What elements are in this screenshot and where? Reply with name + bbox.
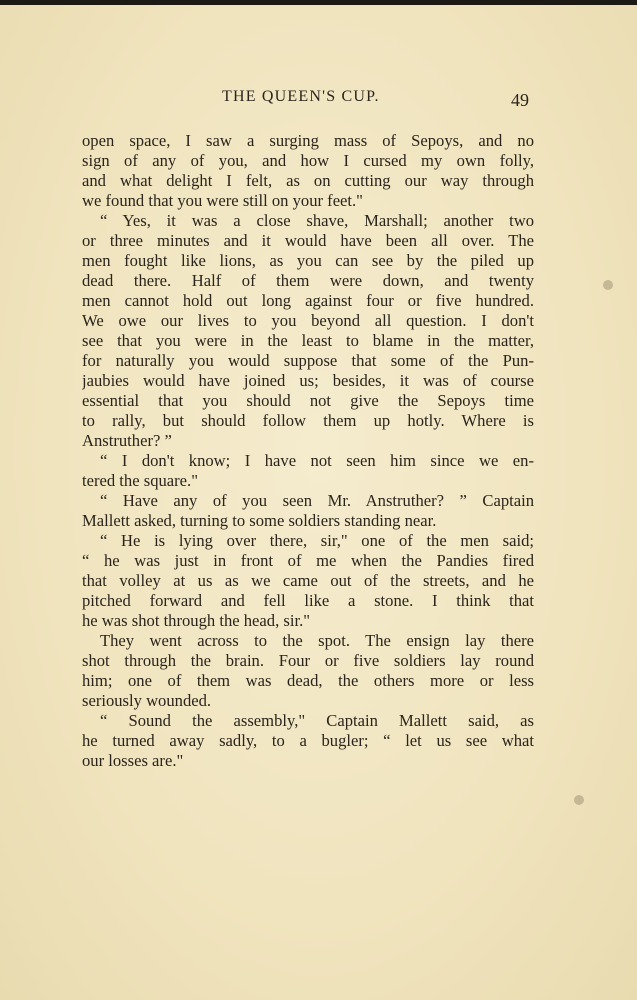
text-line: men fought like lions, as you can see by the piled up (82, 251, 534, 270)
text-line: seriously wounded. (82, 691, 212, 710)
text-line: he was shot through the head, sir." (82, 611, 310, 630)
text-line: “ Yes, it was a close shave, Marshall; another two (100, 211, 534, 230)
text-line: “ I don't know; I have not seen him since we en- (100, 451, 534, 470)
text-line: or three minutes and it would have been all over. The (82, 231, 534, 250)
body-text (82, 131, 534, 771)
text-line: “ Sound the assembly," Captain Mallett said, as (100, 711, 534, 730)
text-line: tered the square." (82, 471, 198, 490)
text-line: “ He is lying over there, sir," one of the men said; (100, 531, 534, 550)
page-top-edge (0, 0, 637, 5)
text-line: him; one of them was dead, the others more or less (82, 671, 534, 690)
running-head-title: THE QUEEN'S CUP. (222, 88, 380, 105)
text-line: Mallett asked, turning to some soldiers standing near. (82, 511, 437, 530)
running-head (0, 88, 637, 112)
text-line: Anstruther? ” (82, 431, 172, 450)
text-line: We owe our lives to you beyond all question. I don't (82, 311, 534, 330)
text-line: see that you were in the least to blame in the matter, (82, 331, 534, 350)
text-line: essential that you should not give the Sepoys time (82, 391, 534, 410)
text-line: They went across to the spot. The ensign lay there (100, 631, 534, 650)
text-line: men cannot hold out long against four or five hundred. (82, 291, 534, 310)
text-line: and what delight I felt, as on cutting our way through (82, 171, 534, 190)
text-line: for naturally you would suppose that some of the Pun- (82, 351, 534, 370)
text-line: our losses are." (82, 751, 184, 770)
text-line: “ he was just in front of me when the Pandies fired (82, 551, 534, 570)
paper-spot (574, 795, 584, 805)
paper-spot (603, 280, 613, 290)
text-line: pitched forward and fell like a stone. I think that (82, 591, 534, 610)
page-number: 49 (511, 90, 529, 110)
text-line: shot through the brain. Four or five soldiers lay round (82, 651, 534, 670)
text-line: “ Have any of you seen Mr. Anstruther? ” Captain (100, 491, 534, 510)
text-line: to rally, but should follow them up hotly. Where is (82, 411, 534, 430)
text-line: open space, I saw a surging mass of Sepoys, and no (82, 131, 534, 150)
text-line: he turned away sadly, to a bugler; “ let us see what (82, 731, 534, 750)
text-line: jaubies would have joined us; besides, it was of course (82, 371, 534, 390)
text-line: we found that you were still on your feet." (82, 191, 363, 210)
text-line: dead there. Half of them were down, and twenty (82, 271, 534, 290)
text-line: that volley at us as we came out of the streets, and he (82, 571, 534, 590)
text-line: sign of any of you, and how I cursed my own folly, (82, 151, 534, 170)
